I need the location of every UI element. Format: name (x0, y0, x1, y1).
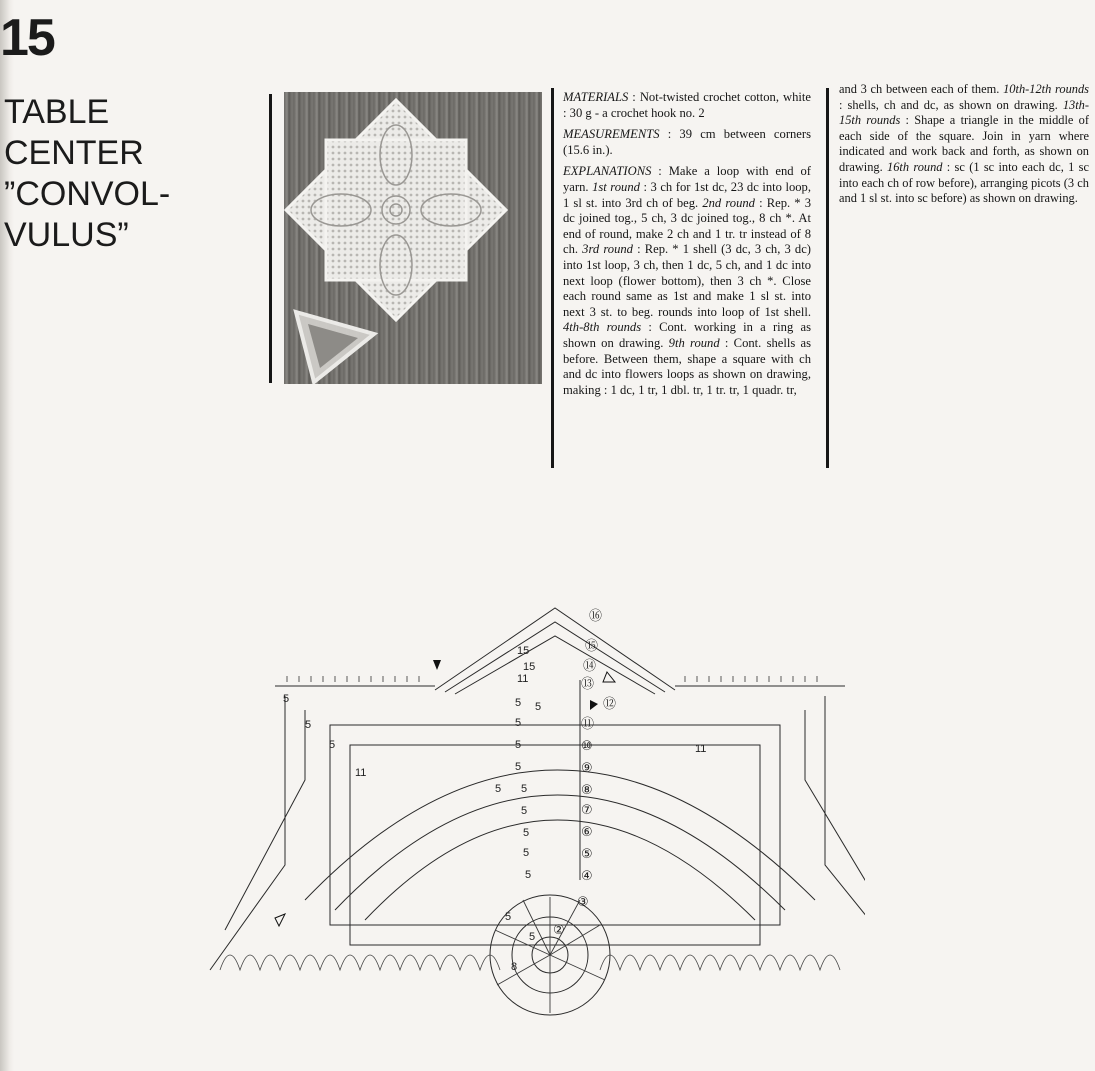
measurements-label: MEASUREMENTS (563, 127, 660, 142)
round-number-16: ⑯ (589, 608, 603, 623)
round-1-label: 1st round (592, 179, 640, 194)
chain-label-15: 15 (523, 661, 536, 673)
chain-label-19: 5 (529, 931, 536, 943)
title-line-1: TABLE (4, 93, 110, 131)
round-number-6: ⑥ (581, 824, 593, 839)
chain-label-3: 5 (515, 739, 522, 751)
round-3-label: 3rd round (582, 242, 633, 257)
chain-label-17: 5 (329, 739, 336, 751)
chain-label-20: 11 (695, 743, 707, 755)
round-number-4: ④ (581, 868, 593, 883)
round-number-9: ⑨ (581, 760, 593, 775)
title-line-4: VULUS” (4, 216, 129, 254)
round-1-text: : 3 ch for 1st dc, 23 dc into loop, 1 sl st. into 3rd ch of beg. (563, 179, 811, 210)
chain-label-21: 8 (511, 961, 518, 973)
chain-label-4: 5 (515, 761, 522, 773)
chain-label-8: 5 (523, 847, 530, 859)
explanations-text: : Make a loop with end of yarn. (563, 164, 811, 194)
chain-label-13: 11 (355, 767, 367, 779)
round-number-5: ⑤ (581, 846, 593, 861)
chain-label-7: 5 (523, 827, 530, 839)
chain-label-10: 5 (495, 783, 502, 795)
round-number-12: ⑫ (603, 696, 617, 711)
col2-text-1: and 3 ch between each of them. (839, 82, 1004, 96)
round-9-text: : Cont. shells as before. Between them, shape a square with ch and dc into flowers loops as shown on drawing, making : 1 dc, 1 tr, 1 dbl. tr, 1 tr. tr, 1 quadr. tr, (563, 335, 811, 397)
rule-left-of-photo (269, 94, 272, 383)
chain-label-2: 5 (515, 717, 522, 729)
round-number-14: ⑭ (583, 658, 597, 673)
chain-label-12: 5 (305, 719, 312, 731)
round-number-3: ③ (577, 894, 589, 909)
round-number-2: ② (553, 922, 565, 937)
round-number-15: ⑮ (585, 638, 599, 653)
round-16-text: : sc (1 sc into each dc, 1 sc into each ch of row before), arranging picots (3 ch and 1 sl st. into sc before) as shown on drawing. (839, 159, 1089, 206)
round-4-8-label: 4th-8th rounds (563, 320, 642, 335)
round-13-15-text: : Shape a triangle in the middle of each side of the square. Join in yarn where indicated and work back and forth, as shown on drawing. (839, 113, 1089, 174)
round-2-text: : Rep. * 3 dc joined tog., 5 ch, 3 dc joined tog., 8 ch *. At end of round, make 2 ch and 1 tr. tr instead of 8 ch. (563, 195, 811, 257)
title-line-3: ”CONVOL- (4, 175, 171, 213)
round-9-label: 9th round (668, 335, 720, 350)
rounds-10-16-paragraph (839, 82, 1089, 207)
round-10-12-label: 10th-12th rounds (1003, 82, 1089, 96)
text-column-1 (563, 90, 811, 404)
title-line-2: CENTER (4, 134, 144, 172)
chain-label-5: 5 (521, 783, 528, 795)
rule-middle-columns (826, 88, 829, 468)
chain-label-16: 11 (517, 673, 529, 685)
round-2-label: 2nd round (702, 195, 755, 210)
chain-label-22: 5 (535, 701, 542, 713)
chain-label-11: 5 (283, 693, 290, 705)
materials-label: MATERIALS (563, 90, 629, 104)
round-16-label: 16th round (887, 159, 943, 174)
chain-label-18: 5 (505, 911, 512, 923)
measurements-text: : 39 cm between corners (15.6 in.). (563, 127, 811, 157)
pattern-number: 15 (0, 9, 54, 67)
chain-label-14: 15 (517, 645, 530, 657)
measurements-paragraph (563, 127, 811, 158)
round-4-8-text: : Cont. working in a ring as shown on drawing. (563, 320, 811, 350)
materials-text: : Not-twisted crochet cotton, white : 30 g - a crochet hook no. 2 (563, 90, 811, 120)
round-number-13: ⑬ (581, 676, 595, 691)
chain-label-6: 5 (521, 805, 528, 817)
text-column-2 (839, 82, 1089, 213)
explanations-paragraph (563, 164, 811, 398)
round-10-12-text: : shells, ch and dc, as shown on drawing. (839, 97, 1063, 112)
round-number-10: ⑩ (581, 738, 593, 753)
rule-left-of-text (551, 88, 554, 468)
materials-paragraph (563, 90, 811, 121)
pattern-title (4, 92, 170, 256)
chain-label-9: 5 (525, 869, 532, 881)
round-13-15-label: 13th-15th rounds (839, 97, 1089, 128)
round-3-text: : Rep. * 1 shell (3 dc, 3 ch, 3 dc) into 1st loop, 3 ch, then 1 dc, 5 ch, and 1 dc into next loop (flower bottom), then 3 ch *. Close each round same as 1st and make 1 sl st. into next 3 st. to beg. rounds into loop of 1st shell. (563, 242, 812, 319)
round-number-11: ⑪ (581, 716, 595, 731)
round-number-8: ⑧ (581, 782, 593, 797)
explanations-label: EXPLANATIONS (563, 164, 652, 179)
table-center-photo (284, 92, 542, 384)
crochet-chart-diagram (205, 600, 865, 1040)
chain-label-1: 5 (515, 697, 522, 709)
round-number-7: ⑦ (581, 802, 593, 817)
